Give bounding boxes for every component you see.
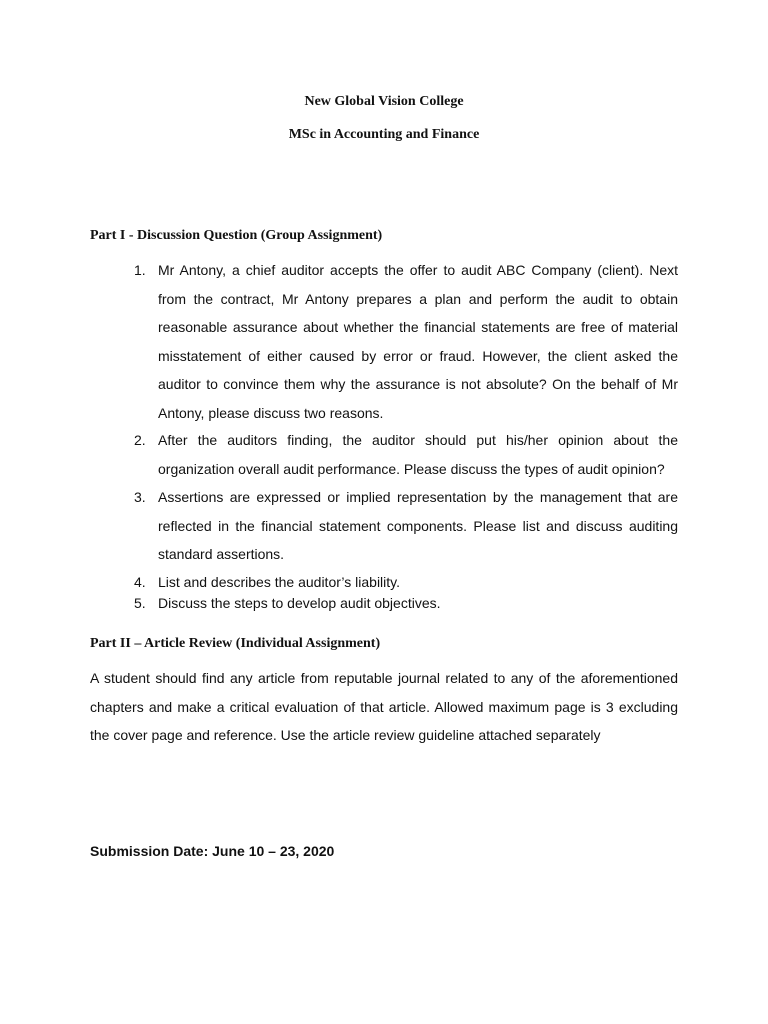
part2-body: A student should find any article from reputable journal related to any of the aforementioned chapters and make a critical evaluation of that article. Allowed maximum page is 3 excluding the cover page and reference. Use the article review guideline attached separately: [90, 670, 678, 744]
part1-heading: Part I - Discussion Question (Group Assignment): [90, 228, 383, 243]
question-1: Mr Antony, a chief auditor accepts the offer to audit ABC Company (client). Next from the contract, Mr Antony prepares a plan and perform the audit to obtain reasonable assurance about whether the financial statements are free of material misstatement of either caused by error or fraud. However, the client asked the auditor to convince them why the assurance is not absolute? On the behalf of Mr Antony, please discuss two reasons.: [158, 262, 678, 421]
question-number: 2.: [134, 432, 146, 448]
part2-heading: Part II – Article Review (Individual Assignment): [90, 636, 381, 651]
question-4: List and describes the auditor’s liability.: [158, 574, 401, 590]
question-5: Discuss the steps to develop audit objectives.: [158, 595, 441, 611]
question-3: Assertions are expressed or implied representation by the management that are reflected in the financial statement components. Please list and discuss auditing standard assertions.: [158, 489, 678, 562]
question-number: 4.: [134, 574, 146, 590]
submission-date: Submission Date: June 10 – 23, 2020: [90, 843, 335, 859]
question-number: 1.: [134, 262, 146, 278]
college-name: New Global Vision College: [304, 94, 464, 109]
program-title: MSc in Accounting and Finance: [288, 127, 480, 142]
question-2: After the auditors finding, the auditor should put his/her opinion about the organization overall audit performance. Please discuss the types of audit opinion?: [158, 432, 678, 477]
question-number: 3.: [134, 489, 146, 505]
question-number: 5.: [134, 595, 146, 611]
